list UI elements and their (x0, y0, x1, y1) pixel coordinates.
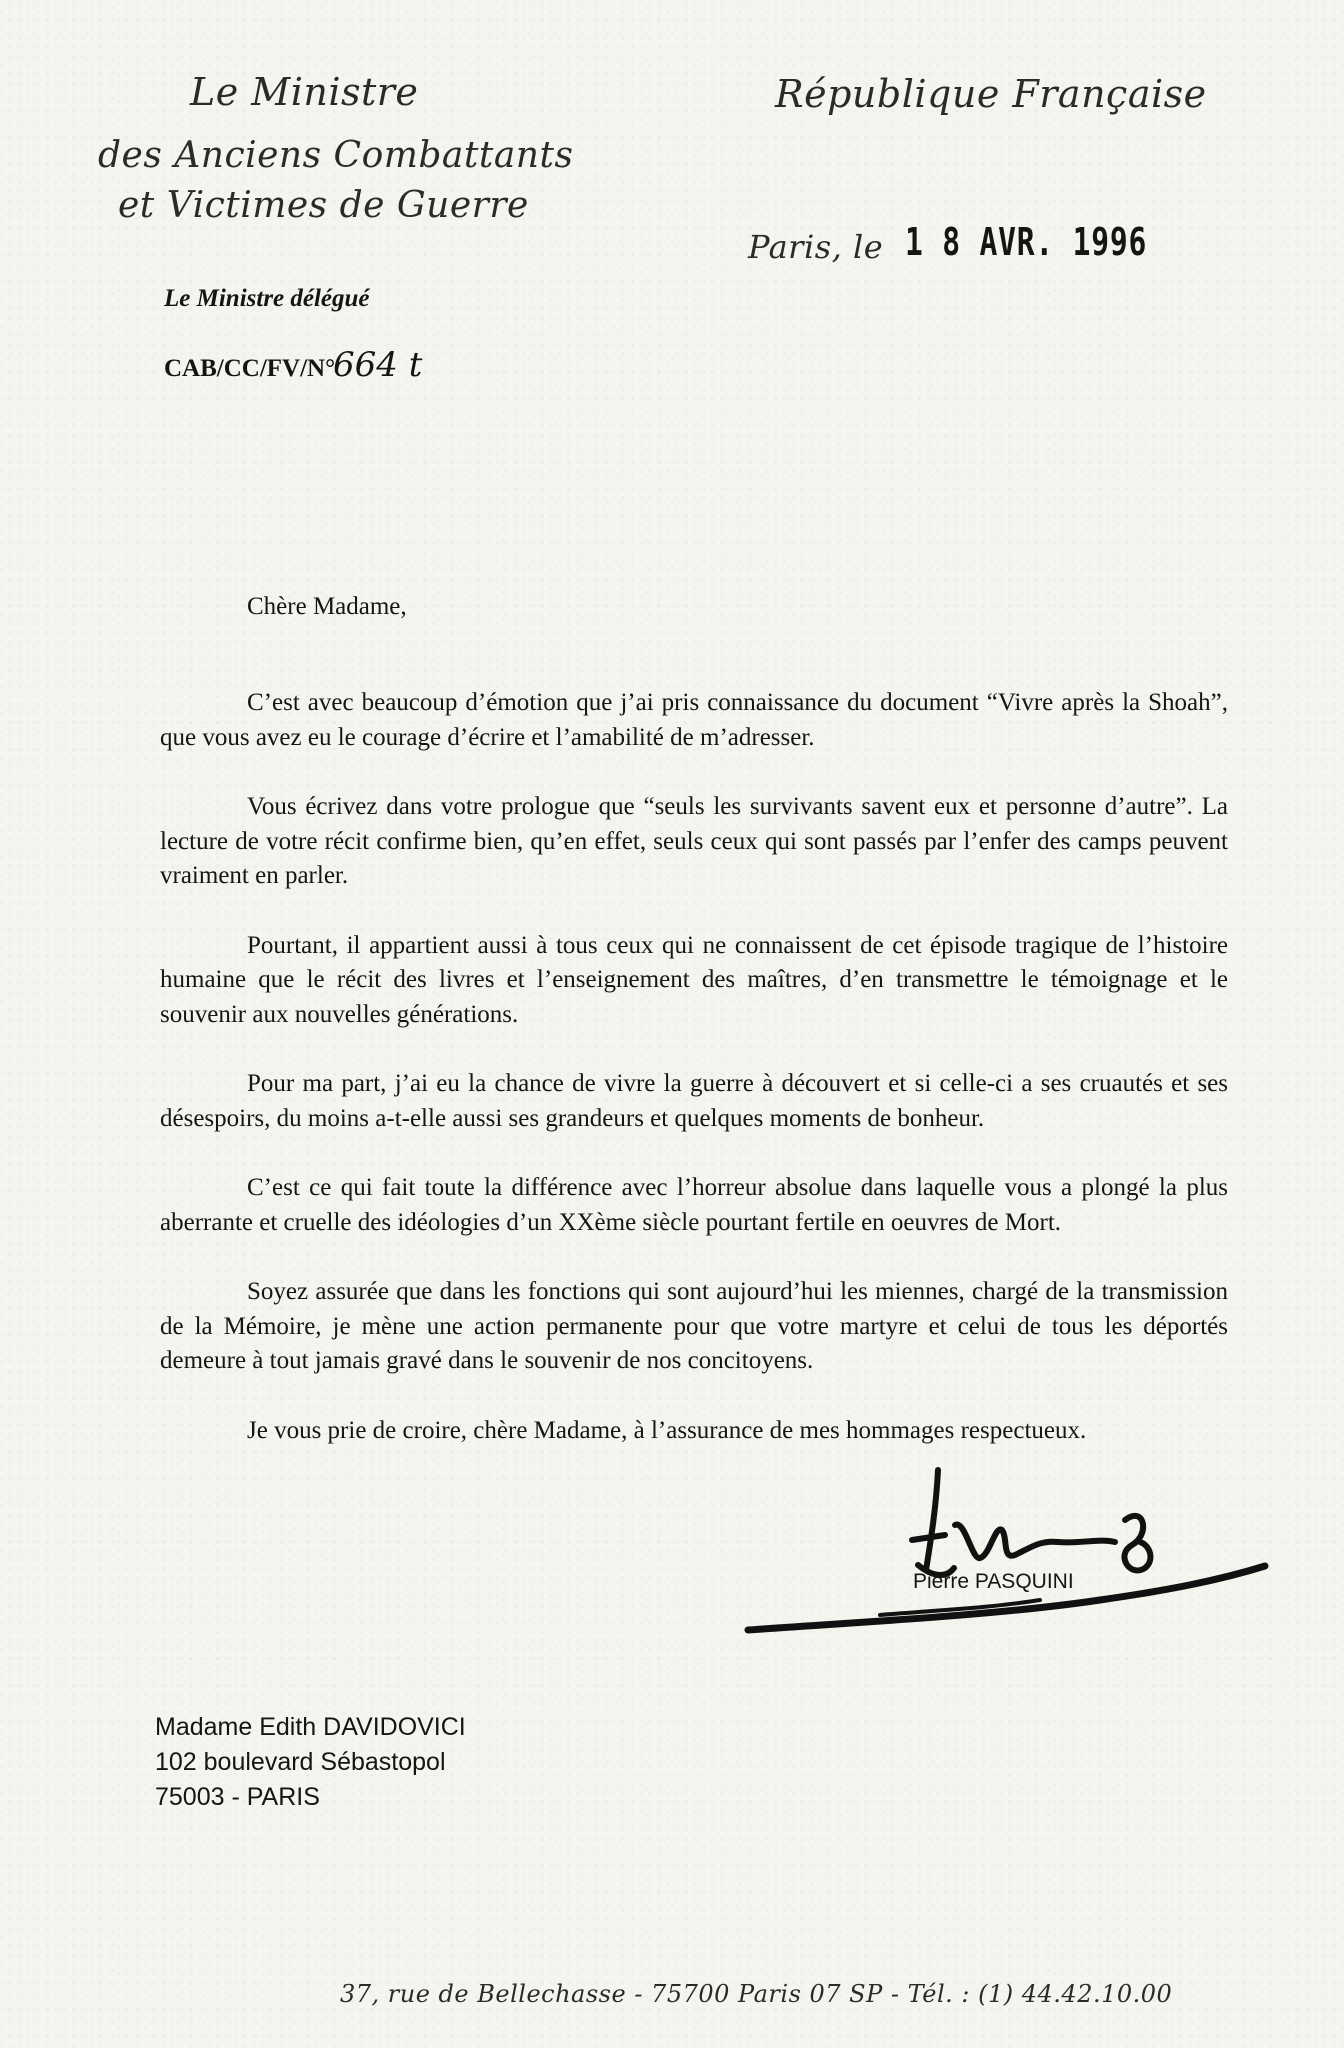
letterhead-ministry-line2: des Anciens Combattants (98, 135, 574, 176)
letterhead-republic: République Française (775, 72, 1207, 116)
date-prefix: Paris, le (748, 228, 884, 266)
recipient-city: 75003 - PARIS (155, 1783, 320, 1811)
recipient-address (155, 1710, 466, 1815)
footer-address: 37, rue de Bellechasse - 75700 Paris 07 SP - Tél. : (1) 44.42.10.00 (340, 1980, 1173, 2008)
paragraph: Pour ma part, j’ai eu la chance de vivre la guerre à découvert et si celle-ci a ses cruautés et ses désespoirs, du moins a-t-elle aussi ses grandeurs et quelques moments de bonheur. (160, 1070, 1228, 1132)
date-stamp: 1 8 AVR. 1996 (905, 220, 1148, 264)
paragraph: C’est ce qui fait toute la différence avec l’horreur absolue dans laquelle vous a plongé la plus aberrante et cruelle des idéologies d’un XXème siècle pourtant fertile en oeuvres de Mort. (160, 1174, 1228, 1236)
sender-title: Le Ministre délégué (164, 285, 370, 312)
reference-number: 664 t (333, 345, 423, 385)
recipient-street: 102 boulevard Sébastopol (155, 1748, 446, 1776)
recipient-name: Madame Edith DAVIDOVICI (155, 1713, 466, 1741)
handwritten-signature (740, 1450, 1280, 1650)
paragraph: C’est avec beaucoup d’émotion que j’ai pris connaissance du document “Vivre après la Shoah”, que vous avez eu le courage d’écrire et l’amabilité de m’adresser. (160, 689, 1228, 751)
signatory-name: Pierre PASQUINI (913, 1570, 1074, 1593)
paragraph: Pourtant, il appartient aussi à tous ceux qui ne connaissent de cet épisode tragique de l’histoire humaine que le récit des livres et l’enseignement des maîtres, d’en transmettre le témoignage et le souvenir aux nouvelles générations. (160, 931, 1228, 1028)
salutation: Chère Madame, (247, 593, 407, 620)
paragraph: Vous écrivez dans votre prologue que “seuls les survivants savent eux et personne d’autre”. La lecture de votre récit confirme bien, qu’en effet, seuls ceux qui sont passés par l’enfer des camps peuvent vraiment en parler. (160, 793, 1228, 889)
letter-body (160, 686, 1228, 1483)
letterhead-ministry-line3: et Victimes de Guerre (118, 185, 529, 226)
paragraph: Je vous prie de croire, chère Madame, à l’assurance de mes hommages respectueux. (247, 1416, 1087, 1444)
reference-label: CAB/CC/FV/N° (164, 355, 336, 382)
paragraph: Soyez assurée que dans les fonctions qui sont aujourd’hui les miennes, chargé de la transmission de la Mémoire, je mène une action permanente pour que votre martyre et celui de tous les déportés demeure à tout jamais gravé dans le souvenir de nos concitoyens. (160, 1278, 1228, 1374)
letterhead-ministry-line1: Le Ministre (190, 70, 419, 114)
